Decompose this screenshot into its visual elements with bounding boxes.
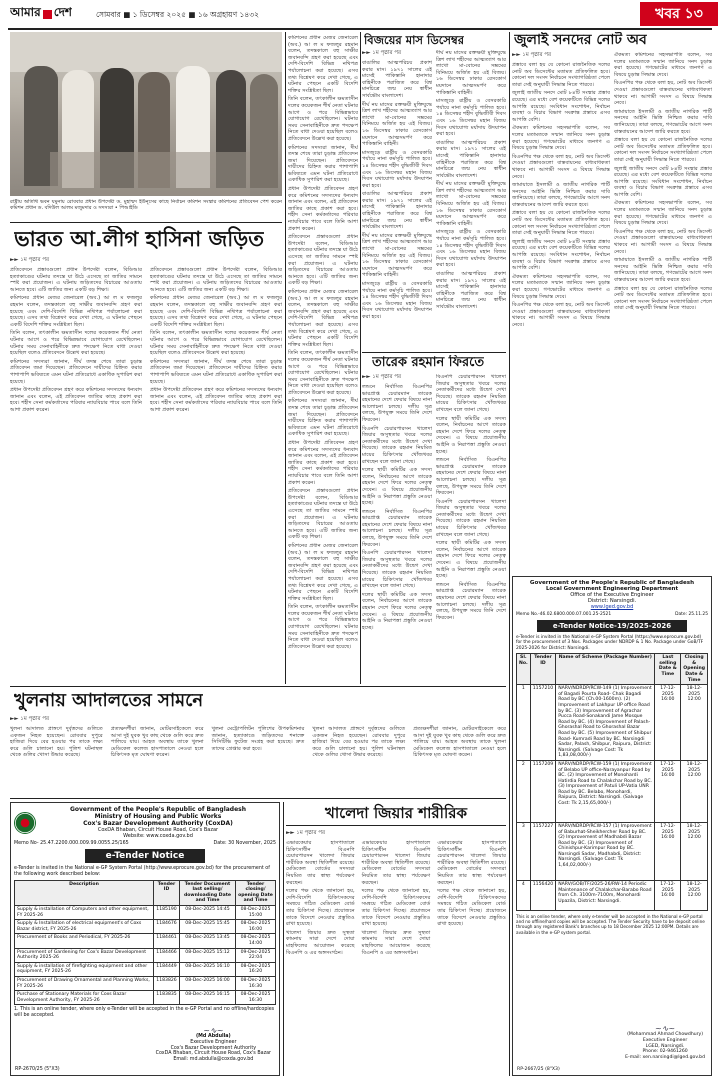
paper-name-part1: আমার (10, 5, 41, 19)
notice-memo-date: Date: 30 November, 2025 (213, 841, 276, 846)
table-header: Tender Document last selling/ downloading Date and Time (180, 880, 236, 905)
paragraph: কমিশনের সদস্যরা জানান, দীর্ঘ তদন্ত শেষে তারা চূড়ান্ত প্রতিবেদন জমা দিয়েছেন। প্রতিবেদনে দায়ীদের চিহ্নিত করার পাশাপাশি ভবিষ্যতে এমন ঘটনা প্রতিরোধে একাধিক সুপারিশ করা হয়েছে। (150, 358, 282, 385)
table-cell: 08-Dec-2025 14:45 (180, 905, 236, 919)
table-cell: Procurement of Drawing Ornamental and Planning Works, FY 2025-26 (15, 976, 154, 990)
table-cell: 17-12-2025 16:00 (655, 685, 681, 761)
paragraph: কমিশনের সদস্যরা জানান, দীর্ঘ তদন্ত শেষে তারা চূড়ান্ত প্রতিবেদন জমা দিয়েছেন। প্রতিবেদনে দায়ীদের চিহ্নিত করার পাশাপাশি ভবিষ্যতে এমন ঘটনা প্রতিরোধে একাধিক সুপারিশ করা হয়েছে। (10, 358, 142, 385)
section-title-text: খবর ১৩ (655, 6, 703, 22)
story-main-continued (288, 35, 358, 683)
paragraph: মাসজুড়ে রাষ্ট্রীয় ও বেসরকারি পর্যায়ে নানা কর্মসূচি পালিত হবে। ১৪ ডিসেম্বর শহীদ বুদ্ধিজীবী দিবস এবং ১৬ ডিসেম্বর মহান বিজয় দিবস যথাযোগ্য মর্যাদায় উদযাপন করা হবে। (436, 229, 506, 269)
headline-tarek: তারেক রহমান ফিরতে (372, 355, 485, 370)
paragraph: ঐকমত্য কমিশনের সহসভাপতি বলেন, সব দলের মতামতকে সম্মান জানিয়ে সনদ চূড়ান্ত করা হয়েছে। গণভোটের মাধ্যমে জনগণ এ বিষয়ে চূড়ান্ত সিদ্ধান্ত দেবে। (614, 200, 712, 227)
paragraph: বিএনপির পক্ষ থেকে বলা হয়, নোট অব ডিসেন্ট দেওয়া প্রস্তাবগুলো বাস্তবায়নের বাধ্যবাধকতা থাকবে না। আগামী সংসদ এ বিষয়ে সিদ্ধান্ত নেবে। (614, 228, 712, 255)
paragraph: জুলাই জাতীয় সনদে মোট ৮৪টি সংস্কার প্রস্তাব রয়েছে। এর মধ্যে বেশ কয়েকটিতে বিভিন্ন দলের আপত্তি রয়েছে। সংবিধান সংশোধন, নির্বাচন ব্যবস্থা ও বিচার বিভাগ সংক্রান্ত প্রস্তাবে এসব আপত্তি বেশি। (614, 165, 712, 198)
paragraph: বাঙালির আত্মপরিচয় প্রকাশ করার মাস। ১৯৭১ সালের এই মাসেই পাকিস্তানি হানাদার বাহিনীকে পরাজিত করে বিশ্ব মানচিত্রে জন্ম নেয় স্বাধীন সার্বভৌম বাংলাদেশ। (436, 271, 506, 310)
table-cell: 1184466 (154, 948, 180, 962)
table-header: Last selling Date & Time (655, 654, 681, 685)
table-cell: 08-Dec-2025 16:00 (236, 920, 276, 934)
photo-caption: রাষ্ট্রীয় অতিথি ভবন যমুনায় রোববার প্রধান উপদেষ্টা ড. মুহাম্মদ ইউনূসের কাছে নির্বাচন কমিশন সংস্কার কমিশনের প্রতিবেদন পেশ করেন কমিশন প্রধান ড. বদিউল আলম মজুমদার ও সদস্যরা • পিআইডি (10, 199, 282, 212)
paragraph: বিএনপি চেয়ারপারসন খালেদা জিয়ার অসুস্থতার খবরে দলের নেতাকর্মীদের মধ্যে উদ্বেগ দেখা দিয়েছে। তারেক রহমান নিয়মিত মায়ের চিকিৎসার খোঁজখবর রাখছেন বলে জানা গেছে। (436, 498, 506, 538)
paragraph: বাঙালির আত্মপরিচয় প্রকাশ করার মাস। ১৯৭১ সালের এই মাসেই পাকিস্তানি হানাদার বাহিনীকে পরাজিত করে বিশ্ব মানচিত্রে জন্ম নেয় স্বাধীন সার্বভৌম বাংলাদেশ। (362, 191, 432, 231)
signature-scribble: ~∿~ (655, 1024, 676, 1034)
paragraph: প্রধান উপদেষ্টা প্রতিবেদন গ্রহণ করে কমিশনের সদস্যদের ধন্যবাদ জানান এবং বলেন, এই প্রতিবেদন জাতির কাছে প্রকাশ করা হবে। শহীদ সেনা কর্মকর্তাদের পরিবার ন্যায়বিচার পাবে বলে তিনি আশা প্রকাশ করেন। (288, 440, 358, 486)
signer-org: LGED, Narsingdi. (645, 1043, 685, 1049)
paragraph: বিএনপি চেয়ারপারসন খালেদা জিয়ার অসুস্থতার খবরে দলের নেতাকর্মীদের মধ্যে উদ্বেগ দেখা দিয়েছে। তারেক রহমান নিয়মিত মায়ের চিকিৎসার খোঁজখবর রাখছেন বলে জানা গেছে। (362, 550, 432, 590)
table-cell: NARV/NDRDP/RCW-157 (1) Improvement of Baburhat-Sheikhercher Road by BC. (2) Improvement of Madhabdi Bazar Road by BC. (3) Improvement of Chinishpur-Karimpur Road by BC. Narsingdi Sadar, Madhabdi, District: Narsingdi. (Salvage Cost: Tk 1,64,02,000/-) (556, 822, 655, 880)
paragraph: বিএনপির পক্ষ থেকে বলা হয়, নোট অব ডিসেন্ট দেওয়া প্রস্তাবগুলো বাস্তবায়নের বাধ্যবাধকতা থাকবে না। আগামী সংসদ এ বিষয়ে সিদ্ধান্ত নেবে। (512, 153, 610, 180)
paragraph: প্রত্যক্ষদর্শীরা জানান, মোটরসাইকেলে করে আসা দুই যুবক খুব কাছ থেকে গুলি করে দ্রুত পালিয়ে যায়। আহত অবস্থায় তাকে খুলনা মেডিকেল কলেজ হাসপাতালে নেওয়া হলে চিকিৎসক মৃত ঘোষণা করেন। (413, 726, 506, 759)
paragraph: দীর্ঘ নয় মাসের রক্তক্ষয়ী মুক্তিযুদ্ধে ত্রিশ লাখ শহীদের আত্মত্যাগ আর লাখো মা-বোনের সম্ভ্রমের বিনিময়ে অর্জিত হয় এই বিজয়। ১৬ ডিসেম্বর ঢাকার রেসকোর্স ময়দানে আত্মসমর্পণ করে পাকিস্তানি বাহিনী। (362, 232, 432, 279)
paragraph: দীর্ঘ নয় মাসের রক্তক্ষয়ী মুক্তিযুদ্ধে ত্রিশ লাখ শহীদের আত্মত্যাগ আর লাখো মা-বোনের সম্ভ্রমের বিনিময়ে অর্জিত হয় এই বিজয়। ১৬ ডিসেম্বর ঢাকার রেসকোর্স ময়দানে আত্মসমর্পণ করে পাকিস্তানি বাহিনী। (436, 50, 506, 96)
table-row (15, 991, 276, 1005)
story-tarek (362, 374, 432, 683)
notice-district: District: Narsingdi. (587, 598, 637, 604)
government-seal-icon (14, 812, 36, 834)
paragraph: দলের স্থায়ী কমিটির এক সদস্য বলেন, নির্বাচনের আগে তারেক রহমান দেশে ফিরে দলের নেতৃত্ব দেবেন। এ বিষয়ে প্রয়োজনীয় আইনি ও নিরাপত্তা প্রস্তুতি নেওয়া হচ্ছে। (362, 591, 432, 631)
paragraph: লন্ডনে নির্বাসিত বিএনপির ভারপ্রাপ্ত চেয়ারম্যান তারেক রহমানের দেশে ফেরার বিষয়ে নানা আলোচনা চলছে। দলীয় সূত্র বলছে, উপযুক্ত সময়ে তিনি দেশে ফিরবেন। (362, 384, 432, 423)
notice-website[interactable]: Website: www.coxda.gov.bd (123, 833, 193, 839)
paragraph: ঐকমত্য কমিশনের সহসভাপতি বলেন, সব দলের মতামতকে সম্মান জানিয়ে সনদ চূড়ান্ত করা হয়েছে। গণভোটের মাধ্যমে জনগণ এ বিষয়ে চূড়ান্ত সিদ্ধান্ত দেবে। (614, 52, 712, 78)
paragraph: বিএনপির পক্ষ থেকে বলা হয়, নোট অব ডিসেন্ট দেওয়া প্রস্তাবগুলো বাস্তবায়নের বাধ্যবাধকতা থাকবে না। আগামী সংসদ এ বিষয়ে সিদ্ধান্ত নেবে। (512, 302, 610, 328)
paper-logo (10, 5, 72, 23)
table-cell: 08-Dec-2025 16:20 (236, 962, 276, 976)
continuation-label: ►► ১ম পৃষ্ঠার পর (286, 830, 326, 836)
table-cell: 1184461 (154, 934, 180, 948)
tender-notice-coxda (10, 802, 280, 1076)
paragraph: কমিশনের প্রধান মেজর জেনারেল (অব.) আ ল ম ফজলুর রহমান বলেন, তদন্তকালে বহু সাক্ষীর জবানবন্দি গ্রহণ করা হয়েছে এবং দেশি-বিদেশি বিভিন্ন নথিপত্র পর্যালোচনা করা হয়েছে। এসব তথ্য বিশ্লেষণ করে দেখা গেছে, এ ঘটনার পেছনে একটি বিদেশি শক্তির সংশ্লিষ্টতা ছিল। (288, 542, 358, 602)
continuation-label: ►► ১ম পৃষ্ঠার পর (362, 50, 402, 56)
paragraph: প্রস্তাবে বলা হয় যে কোনো রাজনৈতিক দলের নোট অব ডিসেন্টের মতামত প্রতিফলিত হবে। কোনো দল সংসদ নির্বাচনে সংখ্যাগরিষ্ঠতা পেলে তারা সেই অনুযায়ী সিদ্ধান্ত নিতে পারবে। (512, 62, 610, 88)
story-khaleda (286, 830, 506, 1076)
paragraph: জামায়াতে ইসলামী ও জাতীয় নাগরিক পার্টি সনদের আইনি ভিত্তি নিশ্চিত করার দাবি জানিয়েছে। তারা বলছে, গণভোটের আগে সনদ বাস্তবায়নের আদেশ জারি করতে হবে। (614, 108, 712, 135)
paragraph: কমিশনের প্রধান মেজর জেনারেল (অব.) আ ল ম ফজলুর রহমান বলেন, তদন্তকালে বহু সাক্ষীর জবানবন্দি গ্রহণ করা হয়েছে এবং দেশি-বিদেশি বিভিন্ন নথিপত্র পর্যালোচনা করা হয়েছে। এসব তথ্য বিশ্লেষণ করে দেখা গেছে, এ ঘটনার পেছনে একটি বিদেশি শক্তির সংশ্লিষ্টতা ছিল। (150, 295, 282, 328)
table-row (15, 920, 276, 934)
table-cell: 08-Dec-2025 15:12 (180, 948, 236, 962)
paragraph: জামায়াতে ইসলামী ও জাতীয় নাগরিক পার্টি সনদের আইনি ভিত্তি নিশ্চিত করার দাবি জানিয়েছে। তারা বলছে, গণভোটের আগে সনদ বাস্তবায়নের আদেশ জারি করতে হবে। (512, 182, 610, 208)
table-row (15, 976, 276, 990)
table-cell: 1157209 (530, 760, 555, 822)
paragraph: খালেদা জিয়ার দ্রুত সুস্থতা কামনায় সারা দেশে দোয়া মাহফিলের আয়োজন করেছে বিএনপি ও এর অঙ্গসংগঠন। (361, 929, 431, 956)
table-row (15, 934, 276, 948)
table-header: Tender ID (530, 654, 555, 685)
table-row (517, 822, 708, 880)
notice-intro: e-Tender is invited in the National e-GP System Portal (http://www.eprocure.gov.bd) for the procurement of the following work described below: (14, 866, 270, 877)
story-main (10, 257, 282, 683)
signer-address: CoxDA Bhaban, Circuit House Road, Cox's Bazar (155, 1051, 271, 1057)
paragraph: ঐকমত্য কমিশনের সহসভাপতি বলেন, সব দলের মতামতকে সম্মান জানিয়ে সনদ চূড়ান্ত করা হয়েছে। গণভোটের মাধ্যমে জনগণ এ বিষয়ে চূড়ান্ত সিদ্ধান্ত দেবে। (512, 125, 610, 152)
table-cell: 08-Dec-2025 13:45 (180, 934, 236, 948)
table-cell: 1184449 (154, 962, 180, 976)
notice-dept: Local Government Engineering Department (545, 586, 679, 592)
table-header: Closing & Opening Date & Time (681, 654, 708, 685)
paragraph: মাসজুড়ে রাষ্ট্রীয় ও বেসরকারি পর্যায়ে নানা কর্মসূচি পালিত হবে। ১৪ ডিসেম্বর শহীদ বুদ্ধিজীবী দিবস এবং ১৬ ডিসেম্বর মহান বিজয় দিবস যথাযোগ্য মর্যাদায় উদযাপন করা হবে। (362, 149, 432, 189)
signer-name: (Md Abdulla) (195, 1034, 231, 1040)
paragraph: বিএনপির পক্ষ থেকে বলা হয়, নোট অব ডিসেন্ট দেওয়া প্রস্তাবগুলো বাস্তবায়নের বাধ্যবাধকতা থাকবে না। আগামী সংসদ এ বিষয়ে সিদ্ধান্ত নেবে। (614, 80, 712, 107)
story-charter (512, 52, 610, 572)
story-tarek-col2 (436, 374, 506, 683)
signature-scribble: ~∿~ (203, 1026, 224, 1036)
paragraph: প্রস্তাবে বলা হয় যে কোনো রাজনৈতিক দলের নোট অব ডিসেন্টের মতামত প্রতিফলিত হবে। কোনো দল সংসদ নির্বাচনে সংখ্যাগরিষ্ঠতা পেলে তারা সেই অনুযায়ী সিদ্ধান্ত নিতে পারবে। (512, 210, 610, 237)
paragraph: প্রত্যক্ষদর্শীরা জানান, মোটরসাইকেলে করে আসা দুই যুবক খুব কাছ থেকে গুলি করে দ্রুত পালিয়ে যায়। আহত অবস্থায় তাকে খুলনা মেডিকেল কলেজ হাসপাতালে নেওয়া হলে চিকিৎসক মৃত ঘোষণা করেন। (110, 726, 204, 759)
paragraph: প্রস্তাবে বলা হয় যে কোনো রাজনৈতিক দলের নোট অব ডিসেন্টের মতামত প্রতিফলিত হবে। কোনো দল সংসদ নির্বাচনে সংখ্যাগরিষ্ঠতা পেলে তারা সেই অনুযায়ী সিদ্ধান্ত নিতে পারবে। (614, 285, 712, 312)
paragraph: বিএনপি চেয়ারপারসন খালেদা জিয়ার অসুস্থতার খবরে দলের নেতাকর্মীদের মধ্যে উদ্বেগ দেখা দিয়েছে। তারেক রহমান নিয়মিত মায়ের চিকিৎসার খোঁজখবর রাখছেন বলে জানা গেছে। (362, 425, 432, 465)
paragraph: দলের স্থায়ী কমিটির এক সদস্য বলেন, নির্বাচনের আগে তারেক রহমান দেশে ফিরে দলের নেতৃত্ব দেবেন। এ বিষয়ে প্রয়োজনীয় আইনি ও নিরাপত্তা প্রস্তুতি নেওয়া হচ্ছে। (362, 467, 432, 507)
table-row (15, 962, 276, 976)
paragraph: দলের স্থায়ী কমিটির এক সদস্য বলেন, নির্বাচনের আগে তারেক রহমান দেশে ফিরে দলের নেতৃত্ব দেবেন। এ বিষয়ে প্রয়োজনীয় আইনি ও নিরাপত্তা প্রস্তুতি নেওয়া হচ্ছে। (436, 540, 506, 580)
signer-name: (Mohammad Ahmad Chowdhury) (627, 1032, 704, 1038)
signer-org: Cox's Bazar Development Authority (170, 1045, 257, 1051)
continuation-label: ►► ১ম পৃষ্ঠার পর (512, 52, 552, 58)
paragraph: কমিশনের প্রধান মেজর জেনারেল (অব.) আ ল ম ফজলুর রহমান বলেন, তদন্তকালে বহু সাক্ষীর জবানবন্দি গ্রহণ করা হয়েছে এবং দেশি-বিদেশি বিভিন্ন নথিপত্র পর্যালোচনা করা হয়েছে। এসব তথ্য বিশ্লেষণ করে দেখা গেছে, এ ঘটনার পেছনে একটি বিদেশি শক্তির সংশ্লিষ্টতা ছিল। (288, 288, 358, 348)
continuation-label: ►► ১ম পৃষ্ঠার পর (10, 716, 50, 722)
notice-memo-date: Date: 25.11.25 (675, 612, 708, 617)
table-cell: 1 (517, 685, 531, 761)
lged-tender-table (516, 653, 708, 911)
notice-ministry: Ministry of Housing and Public Works (94, 813, 222, 820)
table-cell: 1183826 (154, 976, 180, 990)
paragraph: এভারকেয়ার হাসপাতালে চিকিৎসাধীন বিএনপি চেয়ারপারসন খালেদা জিয়ার শারীরিক অবস্থা স্থিতিশীল রয়েছে। মেডিকেল বোর্ডের সদস্যরা নিয়মিত তার স্বাস্থ্য পর্যবেক্ষণ করছেন। (437, 840, 506, 886)
paragraph: দলের পক্ষ থেকে জানানো হয়, দেশি-বিদেশি চিকিৎসকদের সমন্বয়ে গঠিত মেডিকেল বোর্ড তার চিকিৎসা দিচ্ছে। প্রয়োজনে তাকে বিদেশে নেওয়ার প্রস্তুতিও রাখা হয়েছে। (361, 888, 431, 928)
paragraph: প্রধান উপদেষ্টা প্রতিবেদন গ্রহণ করে কমিশনের সদস্যদের ধন্যবাদ জানান এবং বলেন, এই প্রতিবেদন জাতির কাছে প্রকাশ করা হবে। শহীদ সেনা কর্মকর্তাদের পরিবার ন্যায়বিচার পাবে বলে তিনি আশা প্রকাশ করেন। (288, 186, 358, 232)
paragraph: কমিশনের প্রধান মেজর জেনারেল (অব.) আ ল ম ফজলুর রহমান বলেন, তদন্তকালে বহু সাক্ষীর জবানবন্দি গ্রহণ করা হয়েছে এবং দেশি-বিদেশি বিভিন্ন নথিপত্র পর্যালোচনা করা হয়েছে। এসব তথ্য বিশ্লেষণ করে দেখা গেছে, এ ঘটনার পেছনে একটি বিদেশি শক্তির সংশ্লিষ্টতা ছিল। (288, 35, 358, 94)
table-cell: 18-12-2025 12:00 (681, 880, 708, 910)
paragraph: মাসজুড়ে রাষ্ট্রীয় ও বেসরকারি পর্যায়ে নানা কর্মসূচি পালিত হবে। ১৪ ডিসেম্বর শহীদ বুদ্ধিজীবী দিবস এবং ১৬ ডিসেম্বর মহান বিজয় দিবস যথাযোগ্য মর্যাদায় উদযাপন করা হবে। (362, 281, 432, 320)
paragraph: জুলাই জাতীয় সনদে মোট ৮৪টি সংস্কার প্রস্তাব রয়েছে। এর মধ্যে বেশ কয়েকটিতে বিভিন্ন দলের আপত্তি রয়েছে। সংবিধান সংশোধন, নির্বাচন ব্যবস্থা ও বিচার বিভাগ সংক্রান্ত প্রস্তাবে এসব আপত্তি বেশি। (512, 238, 610, 272)
headline-khaleda-box (286, 802, 506, 826)
table-cell: Procurement of Gardening for Cox's Bazar Development Authority 2025-26 (15, 948, 154, 962)
table-cell: 17-12-2025 16:00 (655, 760, 681, 822)
signer-title: Executive Engineer (190, 1039, 237, 1045)
table-header: Tender ID (154, 880, 180, 905)
paragraph: দলের পক্ষ থেকে জানানো হয়, দেশি-বিদেশি চিকিৎসকদের সমন্বয়ে গঠিত মেডিকেল বোর্ড তার চিকিৎসা দিচ্ছে। প্রয়োজনে তাকে বিদেশে নেওয়ার প্রস্তুতিও রাখা হয়েছে। (286, 888, 355, 928)
table-cell: 1185190 (154, 905, 180, 919)
table-header: Name of Scheme (Package Number) (556, 654, 655, 685)
paragraph: বিএনপি চেয়ারপারসন খালেদা জিয়ার অসুস্থতার খবরে দলের নেতাকর্মীদের মধ্যে উদ্বেগ দেখা দিয়েছে। তারেক রহমান নিয়মিত মায়ের চিকিৎসার খোঁজখবর রাখছেন বলে জানা গেছে। (436, 374, 506, 413)
notice-memo: Memo No.-46.02.6800.000.07.001.25-2521 (516, 612, 612, 617)
table-header: Description (15, 880, 154, 905)
paper-name-part2: দেশ (53, 5, 73, 19)
table-row (517, 685, 708, 761)
table-cell: 17-12-2025 16:00 (655, 880, 681, 910)
paragraph: লন্ডনে নির্বাসিত বিএনপির ভারপ্রাপ্ত চেয়ারম্যান তারেক রহমানের দেশে ফেরার বিষয়ে নানা আলোচনা চলছে। দলীয় সূত্র বলছে, উপযুক্ত সময়ে তিনি দেশে ফিরবেন। (436, 581, 506, 621)
table-cell: 08-Dec-2025 16:00 (180, 976, 236, 990)
notice-office: Office of the Executive Engineer (570, 592, 654, 598)
table-cell: 18-12-2025 12:00 (681, 822, 708, 880)
paragraph: প্রতিবেদনে প্রস্তাবগুলো প্রধান উপদেষ্টা বলেন, বিডিআর হত্যাকাণ্ডের ঘটনার তদন্তে যা উঠে এসেছে তা জাতির সামনে স্পষ্ট করা প্রয়োজন। এ ঘটনায় জড়িতদের বিচারের আওতায় আনতে হবে। এটি জাতির জন্য একটি বড় শিক্ষা। (10, 267, 142, 293)
notice-authority: Cox's Bazar Development Authority (CoxDA) (83, 820, 233, 827)
table-cell: Supply & installation of Computers and other equipment, FY 2025-26 (15, 905, 154, 919)
notice-footer: This is an online tender, where only e-tender will be accepted in the National e-GP portal and no offline/hard copies will be accepted. The Tender Security have to be deposit online through any registered Bank's branches up to 18 December 2025 12:00PM. Details are available in the e-GP system portal. (516, 913, 705, 935)
paragraph: খুলনা আদালত প্রাঙ্গণে দুর্বৃত্তদের গুলিতে একজন নিহত হয়েছেন। রোববার দুপুরে হাজিরা দিয়ে বের হওয়ার পর তাকে লক্ষ্য করে গুলি চালানো হয়। পুলিশ ঘটনাস্থল থেকে গুলির খোসা উদ্ধার করেছে। (10, 726, 103, 759)
table-cell: NARV/NDRDP/RCW-159 (1) Improvement of Belabo UP office-Narayanpur Road by BC. (2) Improvement of Monohardi Hatirdia Road to Chalakchar Road by BC. (3) Improvement of Patuli UP-Vatia UNR Road by BC. Belabo, Monohardi, Raipura, District: Narsingdi. (Salvage Cost: Tk 2,15,65,000/-) (556, 760, 655, 822)
paragraph: তিনি বলেন, তৎকালীন ক্ষমতাসীন দলের কয়েকজন শীর্ষ নেতা ঘটনার আগে ও পরে বিভিন্নভাবে যোগাযোগ রেখেছিলেন। ঘটনার সময় সেনাবাহিনীকে দ্রুত পদক্ষেপ নিতে বাধা দেওয়া হয়েছিল বলেও প্রতিবেদনে উল্লেখ করা হয়েছে। (10, 330, 142, 357)
table-header: Sl. No. (517, 654, 531, 685)
paragraph: লন্ডনে নির্বাসিত বিএনপির ভারপ্রাপ্ত চেয়ারম্যান তারেক রহমানের দেশে ফেরার বিষয়ে নানা আলোচনা চলছে। দলীয় সূত্র বলছে, উপযুক্ত সময়ে তিনি দেশে ফিরবেন। (362, 508, 432, 548)
masthead-rule (8, 28, 712, 30)
table-cell: Supply & Installation of electrical equipment's of Coxs Bazar district, FY 2025-26 (15, 920, 154, 934)
paragraph: ঐকমত্য কমিশনের সহসভাপতি বলেন, সব দলের মতামতকে সম্মান জানিয়ে সনদ চূড়ান্ত করা হয়েছে। গণভোটের মাধ্যমে জনগণ এ বিষয়ে চূড়ান্ত সিদ্ধান্ত দেবে। (512, 273, 610, 300)
paragraph: কমিশনের প্রধান মেজর জেনারেল (অব.) আ ল ম ফজলুর রহমান বলেন, তদন্তকালে বহু সাক্ষীর জবানবন্দি গ্রহণ করা হয়েছে এবং দেশি-বিদেশি বিভিন্ন নথিপত্র পর্যালোচনা করা হয়েছে। এসব তথ্য বিশ্লেষণ করে দেখা গেছে, এ ঘটনার পেছনে একটি বিদেশি শক্তির সংশ্লিষ্টতা ছিল। (10, 295, 142, 328)
table-cell: Supply & installation of firefighting equipment and other equipment, FY 2025-26 (15, 962, 154, 976)
table-cell: 08-Dec-2025 15:45 (180, 920, 236, 934)
paragraph: খুলনা আদালত প্রাঙ্গণে দুর্বৃত্তদের গুলিতে একজন নিহত হয়েছেন। রোববার দুপুরে হাজিরা দিয়ে বের হওয়ার পর তাকে লক্ষ্য করে গুলি চালানো হয়। পুলিশ ঘটনাস্থল থেকে গুলির খোসা উদ্ধার করেছে। (312, 726, 406, 759)
headline-main: ভারত আ.লীগ হাসিনা জড়িত (14, 227, 265, 251)
table-cell: 1183835 (154, 991, 180, 1005)
paragraph: মাসজুড়ে রাষ্ট্রীয় ও বেসরকারি পর্যায়ে নানা কর্মসূচি পালিত হবে। ১৪ ডিসেম্বর শহীদ বুদ্ধিজীবী দিবস এবং ১৬ ডিসেম্বর মহান বিজয় দিবস যথাযোগ্য মর্যাদায় উদযাপন করা হবে। (436, 98, 506, 138)
table-cell: 09-Dec-2025 22:04 (236, 948, 276, 962)
signer-title: Executive Engineer (642, 1037, 688, 1043)
paragraph: কমিশনের সদস্যরা জানান, দীর্ঘ তদন্ত শেষে তারা চূড়ান্ত প্রতিবেদন জমা দিয়েছেন। প্রতিবেদনে দায়ীদের চিহ্নিত করার পাশাপাশি ভবিষ্যতে এমন ঘটনা প্রতিরোধে একাধিক সুপারিশ করা হয়েছে। (288, 144, 358, 184)
paragraph: বাঙালির আত্মপরিচয় প্রকাশ করার মাস। ১৯৭১ সালের এই মাসেই পাকিস্তানি হানাদার বাহিনীকে পরাজিত করে বিশ্ব মানচিত্রে জন্ম নেয় স্বাধীন সার্বভৌম বাংলাদেশ। (362, 60, 432, 99)
paragraph: জুলাই জাতীয় সনদে মোট ৮৪টি সংস্কার প্রস্তাব রয়েছে। এর মধ্যে বেশ কয়েকটিতে বিভিন্ন দলের আপত্তি রয়েছে। সংবিধান সংশোধন, নির্বাচন ব্যবস্থা ও বিচার বিভাগ সংক্রান্ত প্রস্তাবে এসব আপত্তি বেশি। (512, 90, 610, 123)
story-charter-col2 (614, 52, 712, 572)
signer-email[interactable]: Email: md.abdulla@coxda.gov.bd (173, 1057, 254, 1063)
table-cell: 4 (517, 880, 531, 910)
paragraph: প্রস্তাবে বলা হয় যে কোনো রাজনৈতিক দলের নোট অব ডিসেন্টের মতামত প্রতিফলিত হবে। কোনো দল সংসদ নির্বাচনে সংখ্যাগরিষ্ঠতা পেলে তারা সেই অনুযায়ী সিদ্ধান্ত নিতে পারবে। (614, 137, 712, 163)
continuation-label: ►► ১ম পৃষ্ঠার পর (362, 374, 402, 380)
table-cell: 17-12-2025 16:00 (655, 822, 681, 880)
news-photo (10, 32, 282, 196)
headline-victory: বিজয়ের মাস ডিসেম্বর (364, 33, 465, 47)
paragraph: বাঙালির আত্মপরিচয় প্রকাশ করার মাস। ১৯৭১ সালের এই মাসেই পাকিস্তানি হানাদার বাহিনীকে পরাজিত করে বিশ্ব মানচিত্রে জন্ম নেয় স্বাধীন সার্বভৌম বাংলাদেশ। (436, 139, 506, 179)
paragraph: দীর্ঘ নয় মাসের রক্তক্ষয়ী মুক্তিযুদ্ধে ত্রিশ লাখ শহীদের আত্মত্যাগ আর লাখো মা-বোনের সম্ভ্রমের বিনিময়ে অর্জিত হয় এই বিজয়। ১৬ ডিসেম্বর ঢাকার রেসকোর্স ময়দানে আত্মসমর্পণ করে পাকিস্তানি বাহিনী। (436, 181, 506, 227)
notice-signature-block (156, 1028, 271, 1063)
continuation-label: ►► ১ম পৃষ্ঠার পর (10, 257, 50, 263)
table-cell: NARV/NDRDP/RCW-149 (1) Improvement of Bagadi Pourta Road- Chak Bagadi Road by BC (Ch.00-1600m). (2) Improvement of Lakhpur UP office Road by BC. (3) Improvement of Agrachar Pucca Road-Sonakandi Jame Mosque Road by BC. (4) Improvement of Palash-Ghorashal Road to Ghorashal Bazar Road by BC. (5) Improvement of Shibpur Road- Kumradi Road by BC. Narsingdi Sadar, Palash, Shibpur, Raipura, District: Narsingdi. (Salvage Cost: Tk 1,83,08,000/-) (556, 685, 655, 761)
paragraph: প্রতিবেদনে প্রস্তাবগুলো প্রধান উপদেষ্টা বলেন, বিডিআর হত্যাকাণ্ডের ঘটনার তদন্তে যা উঠে এসেছে তা জাতির সামনে স্পষ্ট করা প্রয়োজন। এ ঘটনায় জড়িতদের বিচারের আওতায় আনতে হবে। এটি জাতির জন্য একটি বড় শিক্ষা। (150, 267, 282, 293)
table-row (517, 760, 708, 822)
paragraph: তিনি বলেন, তৎকালীন ক্ষমতাসীন দলের কয়েকজন শীর্ষ নেতা ঘটনার আগে ও পরে বিভিন্নভাবে যোগাযোগ রেখেছিলেন। ঘটনার সময় সেনাবাহিনীকে দ্রুত পদক্ষেপ নিতে বাধা দেওয়া হয়েছিল বলেও প্রতিবেদনে উল্লেখ করা হয়েছে। (288, 604, 358, 650)
headline-khaleda: খালেদা জিয়ার শারীরিক (324, 804, 468, 822)
notice-memo: Memo No- 25.47.2200.000.009.99.0055.25/165 (14, 841, 129, 846)
story-victory (362, 50, 432, 350)
table-cell: 1157227 (530, 822, 555, 880)
paragraph: প্রতিবেদনে প্রস্তাবগুলো প্রধান উপদেষ্টা বলেন, বিডিআর হত্যাকাণ্ডের ঘটনার তদন্তে যা উঠে এসেছে তা জাতির সামনে স্পষ্ট করা প্রয়োজন। এ ঘটনায় জড়িতদের বিচারের আওতায় আনতে হবে। এটি জাতির জন্য একটি বড় শিক্ষা। (288, 488, 358, 541)
issue-date: সোমবার ■ ১ ডিসেম্বর ২০২৫ ■ ১৬ অগ্রহায়ণ ১৪৩২ (96, 10, 260, 19)
paragraph: জামায়াতে ইসলামী ও জাতীয় নাগরিক পার্টি সনদের আইনি ভিত্তি নিশ্চিত করার দাবি জানিয়েছে। তারা বলছে, গণভোটের আগে সনদ বাস্তবায়নের আদেশ জারি করতে হবে। (614, 257, 712, 283)
table-cell: 08-Dec-2025 16:30 (236, 976, 276, 990)
paragraph: তিনি বলেন, তৎকালীন ক্ষমতাসীন দলের কয়েকজন শীর্ষ নেতা ঘটনার আগে ও পরে বিভিন্নভাবে যোগাযোগ রেখেছিলেন। ঘটনার সময় সেনাবাহিনীকে দ্রুত পদক্ষেপ নিতে বাধা দেওয়া হয়েছিল বলেও প্রতিবেদনে উল্লেখ করা হয়েছে। (288, 350, 358, 396)
table-cell: 18-12-2025 12:00 (681, 685, 708, 761)
table-cell: 1184676 (154, 920, 180, 934)
paragraph: প্রধান উপদেষ্টা প্রতিবেদন গ্রহণ করে কমিশনের সদস্যদের ধন্যবাদ জানান এবং বলেন, এই প্রতিবেদন জাতির কাছে প্রকাশ করা হবে। শহীদ সেনা কর্মকর্তাদের পরিবার ন্যায়বিচার পাবে বলে তিনি আশা প্রকাশ করেন। (150, 387, 282, 413)
tender-notice-lged (512, 576, 712, 1076)
signer-phone: Phone: 02-9461260 (642, 1049, 688, 1055)
signer-email[interactable]: E-mail: xen.narsingdi@lged.gov.bd (625, 1055, 705, 1061)
table-row (15, 905, 276, 919)
table-row (15, 948, 276, 962)
table-cell: 2 (517, 760, 531, 822)
notice-intro: e-Tender is invited in the National e-GP System Portal (https://www.eprocure.gov.bd) for the procurement of 3 Nos. Packages under NDRDP & 1 No. Package under GoB/TF 2025-2026 for District: Narsingdi. (516, 635, 704, 651)
paragraph: খুলনা মেট্রোপলিটন পুলিশের উপকমিশনার জানান, হত্যাকাণ্ডে জড়িতদের শনাক্তে সিসিটিভি ফুটেজ সংগ্রহ করা হয়েছে। দ্রুত তাদের গ্রেপ্তার করা হবে। (211, 726, 305, 752)
masthead (0, 0, 720, 28)
table-cell: 08-Dec-2025 14:00 (236, 934, 276, 948)
coxda-tender-table (14, 880, 276, 1006)
paragraph: প্রধান উপদেষ্টা প্রতিবেদন গ্রহণ করে কমিশনের সদস্যদের ধন্যবাদ জানান এবং বলেন, এই প্রতিবেদন জাতির কাছে প্রকাশ করা হবে। শহীদ সেনা কর্মকর্তাদের পরিবার ন্যায়বিচার পাবে বলে তিনি আশা প্রকাশ করেন। (10, 387, 142, 413)
notice-signature-block (625, 1026, 705, 1061)
table-header: Tender closing/ opening Date and Time (236, 880, 276, 905)
paragraph: লন্ডনে নির্বাসিত বিএনপির ভারপ্রাপ্ত চেয়ারম্যান তারেক রহমানের দেশে ফেরার বিষয়ে নানা আলোচনা চলছে। দলীয় সূত্র বলছে, উপযুক্ত সময়ে তিনি দেশে ফিরবেন। (436, 457, 506, 497)
paragraph: দলের পক্ষ থেকে জানানো হয়, দেশি-বিদেশি চিকিৎসকদের সমন্বয়ে গঠিত মেডিকেল বোর্ড তার চিকিৎসা দিচ্ছে। প্রয়োজনে তাকে বিদেশে নেওয়ার প্রস্তুতিও রাখা হয়েছে। (437, 888, 506, 928)
paragraph: এভারকেয়ার হাসপাতালে চিকিৎসাধীন বিএনপি চেয়ারপারসন খালেদা জিয়ার শারীরিক অবস্থা স্থিতিশীল রয়েছে। মেডিকেল বোর্ডের সদস্যরা নিয়মিত তার স্বাস্থ্য পর্যবেক্ষণ করছেন। (361, 840, 431, 886)
notice-gov-line: Government of the People's Republic of Bangladesh (529, 580, 695, 586)
notice-gov-line: Government of the People's Republic of Bangladesh (69, 806, 247, 813)
table-cell: 08-Dec-2025 16:30 (236, 991, 276, 1005)
table-row (517, 880, 708, 910)
notice-title: e-Tender Notice (85, 849, 205, 863)
paragraph: তিনি বলেন, তৎকালীন ক্ষমতাসীন দলের কয়েকজন শীর্ষ নেতা ঘটনার আগে ও পরে বিভিন্নভাবে যোগাযোগ রেখেছিলেন। ঘটনার সময় সেনাবাহিনীকে দ্রুত পদক্ষেপ নিতে বাধা দেওয়া হয়েছিল বলেও প্রতিবেদনে উল্লেখ করা হয়েছে। (288, 96, 358, 142)
paragraph: তিনি বলেন, তৎকালীন ক্ষমতাসীন দলের কয়েকজন শীর্ষ নেতা ঘটনার আগে ও পরে বিভিন্নভাবে যোগাযোগ রেখেছিলেন। ঘটনার সময় সেনাবাহিনীকে দ্রুত পদক্ষেপ নিতে বাধা দেওয়া হয়েছিল বলেও প্রতিবেদনে উল্লেখ করা হয়েছে। (150, 330, 282, 357)
notice-address: CoxDA Bhaban, Circuit House Road, Cox's Bazar (97, 827, 219, 833)
paragraph: প্রতিবেদনে প্রস্তাবগুলো প্রধান উপদেষ্টা বলেন, বিডিআর হত্যাকাণ্ডের ঘটনার তদন্তে যা উঠে এসেছে তা জাতির সামনে স্পষ্ট করা প্রয়োজন। এ ঘটনায় জড়িতদের বিচারের আওতায় আনতে হবে। এটি জাতির জন্য একটি বড় শিক্ষা। (288, 234, 358, 287)
story-court (10, 716, 506, 796)
paragraph: কমিশনের সদস্যরা জানান, দীর্ঘ তদন্ত শেষে তারা চূড়ান্ত প্রতিবেদন জমা দিয়েছেন। প্রতিবেদনে দায়ীদের চিহ্নিত করার পাশাপাশি ভবিষ্যতে এমন ঘটনা প্রতিরোধে একাধিক সুপারিশ করা হয়েছে। (288, 398, 358, 438)
table-cell: 1157210 (530, 685, 555, 761)
notice-note: 1. This is an online tender, where only e-Tender will be accepted in the e-GP Portal and no offline/hardcopies will be accepted. (14, 1007, 275, 1019)
paragraph: দীর্ঘ নয় মাসের রক্তক্ষয়ী মুক্তিযুদ্ধে ত্রিশ লাখ শহীদের আত্মত্যাগ আর লাখো মা-বোনের সম্ভ্রমের বিনিময়ে অর্জিত হয় এই বিজয়। ১৬ ডিসেম্বর ঢাকার রেসকোর্স ময়দানে আত্মসমর্পণ করে পাকিস্তানি বাহিনী। (362, 101, 432, 148)
table-cell: Procurement of Books and Periodical, FY 2025-26 (15, 934, 154, 948)
table-cell: 08-Dec-2025 15:00 (236, 905, 276, 919)
table-cell: Purchase of Stationary Materials for Coxs Bazar Development Authority, FY 2025-26 (15, 991, 154, 1005)
table-cell: 08-Dec-2025 16:10 (180, 962, 236, 976)
table-cell: 3 (517, 822, 531, 880)
logo-red-square (43, 10, 52, 19)
notice-title: e-Tender Notice-19/2025-2026 (537, 620, 687, 632)
section-title (640, 2, 718, 26)
table-cell: 08-Dec-2025 16:15 (180, 991, 236, 1005)
paragraph: দলের স্থায়ী কমিটির এক সদস্য বলেন, নির্বাচনের আগে তারেক রহমান দেশে ফিরে দলের নেতৃত্ব দেবেন। এ বিষয়ে প্রয়োজনীয় আইনি ও নিরাপত্তা প্রস্তুতি নেওয়া হচ্ছে। (436, 415, 506, 455)
table-cell: 18-12-2025 12:00 (681, 760, 708, 822)
ad-code: RP-2670/25 (5"X3) (15, 1067, 60, 1072)
table-cell: 1156420 (530, 880, 555, 910)
table-cell: NARV/GOB/TF/2025-26/RW-14 Periodic Maintenance of Chalakchar-Barabo Road from Ch. 3100m-7100m, Monohardi Upazila, District: Narsingdi. (556, 880, 655, 910)
headline-court: খুলনায় আদালতের সামনে (14, 690, 204, 711)
notice-website[interactable]: www.lged.gov.bd (590, 604, 634, 610)
paragraph: খালেদা জিয়ার দ্রুত সুস্থতা কামনায় সারা দেশে দোয়া মাহফিলের আয়োজন করেছে বিএনপি ও এর অঙ্গসংগঠন। (286, 929, 355, 956)
ad-code: RP-2667/25 (8"X3) (517, 1067, 560, 1072)
headline-charter: জুলাই সনদের নোট অব (514, 32, 647, 48)
story-victory-col2 (436, 50, 506, 350)
paragraph: এভারকেয়ার হাসপাতালে চিকিৎসাধীন বিএনপি চেয়ারপারসন খালেদা জিয়ার শারীরিক অবস্থা স্থিতিশীল রয়েছে। মেডিকেল বোর্ডের সদস্যরা নিয়মিত তার স্বাস্থ্য পর্যবেক্ষণ করছেন। (286, 840, 355, 886)
